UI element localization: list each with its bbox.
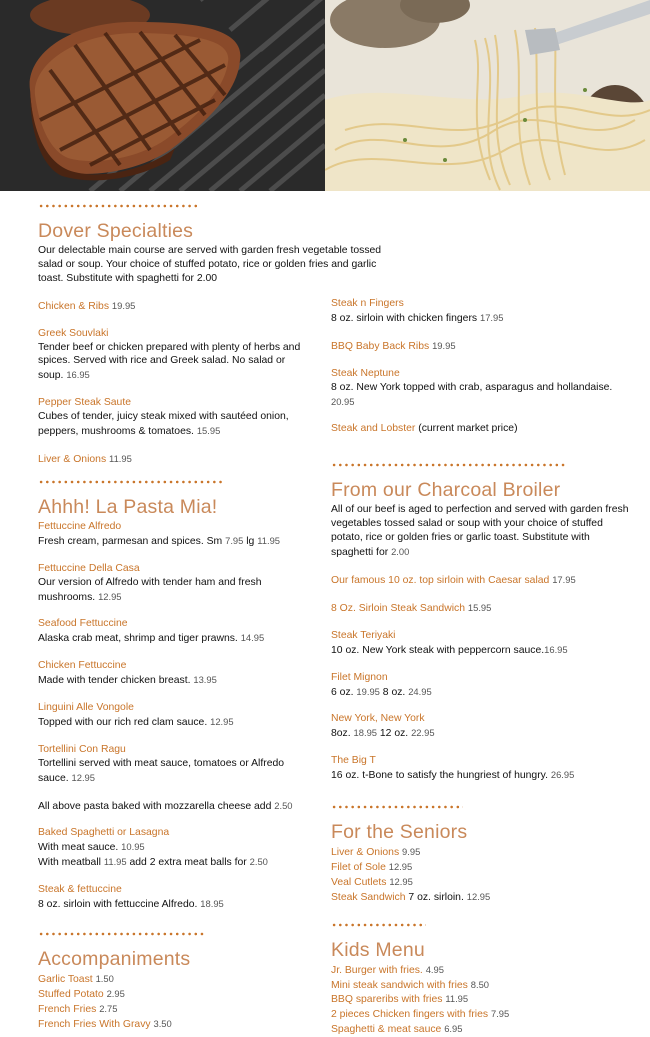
dotted-divider	[38, 932, 206, 936]
menu-item: Steak Teriyaki 10 oz. New York steak with peppercorn sauce.16.95	[331, 629, 568, 656]
menu-item: Seafood Fettuccine Alaska crab meat, shrimp and tiger prawns. 14.95	[38, 618, 265, 645]
menu-item: Liver & Onions 9.95	[331, 846, 421, 859]
menu-item: Pepper Steak Saute Cubes of tender, juicy steak mixed with sautéed onion, peppers, mushrooms & tomatoes. 15.95	[38, 397, 289, 438]
menu-item: Jr. Burger with fries. 4.95	[331, 963, 444, 976]
menu-item: Veal Cutlets 12.95	[331, 875, 413, 888]
seniors-title: For the Seniors	[331, 821, 468, 844]
pasta-title: Ahhh! La Pasta Mia!	[38, 495, 218, 518]
menu-item: Chicken Fettuccine Made with tender chicken breast. 13.95	[38, 660, 217, 687]
dotted-divider	[38, 204, 198, 208]
menu-item: Steak n Fingers 8 oz. sirloin with chicken fingers 17.95	[331, 298, 504, 324]
menu-item: Spaghetti & meat sauce 6.95	[331, 1023, 463, 1036]
menu-item: Steak and Lobster (current market price)	[331, 423, 518, 435]
menu-item: The Big T 16 oz. t-Bone to satisfy the hungriest of hungry. 26.95	[331, 755, 575, 782]
right-column	[331, 290, 631, 1037]
menu-item: Greek Souvlaki Tender beef or chicken prepared with plenty of herbs and spices. Served with rice and Greek salad. No salad or soup. 16.95	[38, 327, 301, 382]
steak-photo	[0, 0, 325, 191]
menu-item: Fettuccine Alfredo Fresh cream, parmesan and spices. Sm 7.95 lg 11.95	[38, 520, 280, 547]
menu-item: Filet of Sole 12.95	[331, 860, 413, 873]
broiler-intro: All of our beef is aged to perfection and served with garden fresh vegetables tossed salad or soup with your choice of stuffed potato, rice or golden fries or garlic toast. Substitute with spaghetti for 2.00	[331, 504, 629, 559]
menu-item: Our famous 10 oz. top sirloin with Caesar salad 17.95	[331, 573, 576, 586]
menu-item: French Fries With Gravy 3.50	[38, 1017, 172, 1030]
pasta-note: All above pasta baked with mozzarella cheese add 2.50	[38, 799, 293, 812]
dover-title: Dover Specialties	[38, 220, 194, 242]
dotted-divider	[38, 480, 223, 484]
menu-item: Baked Spaghetti or Lasagna With meat sauce. 10.95 With meatball 11.95 add 2 extra meat balls for 2.50	[38, 827, 268, 869]
menu-item: BBQ spareribs with fries 11.95	[331, 993, 469, 1006]
menu-item: Stuffed Potato 2.95	[38, 987, 125, 1000]
accompaniments-title: Accompaniments	[38, 948, 191, 970]
menu-item: Steak Neptune 8 oz. New York topped with crab, asparagus and hollandaise. 20.95	[331, 367, 613, 407]
menu-item: Fettuccine Della Casa Our version of Alfredo with tender ham and fresh mushrooms. 12.95	[38, 562, 262, 603]
dover-intro: Our delectable main course are served with garden fresh vegetable tossed salad or soup. Your choice of stuffed potato, rice or golden fries and garlic toast. Substitute with spaghetti for 2.00	[38, 245, 382, 284]
menu-item: Steak & fettuccine 8 oz. sirloin with fettuccine Alfredo. 18.95	[38, 884, 224, 911]
menu-item: Garlic Toast 1.50	[38, 973, 114, 985]
menu-item: 2 pieces Chicken fingers with fries 7.95	[331, 1008, 510, 1021]
menu-item: Liver & Onions 11.95	[38, 452, 132, 465]
broiler-title: From our Charcoal Broiler	[331, 479, 561, 502]
menu-item: Steak Sandwich 7 oz. sirloin. 12.95	[331, 890, 491, 903]
dotted-divider	[331, 923, 426, 927]
menu-item: New York, New York 8oz. 18.95 12 oz. 22.95	[331, 713, 435, 740]
menu-item: Linguini Alle Vongole Topped with our rich red clam sauce. 12.95	[38, 702, 234, 728]
dotted-divider	[331, 463, 566, 467]
menu-item: Mini steak sandwich with fries 8.50	[331, 978, 489, 991]
menu-item: Filet Mignon 6 oz. 19.95 8 oz. 24.95	[331, 671, 432, 698]
menu-item: 8 Oz. Sirloin Steak Sandwich 15.95	[331, 601, 492, 614]
pasta-photo	[325, 0, 650, 191]
menu-item: Chicken & Ribs 19.95	[38, 299, 136, 312]
kids-title: Kids Menu	[331, 938, 425, 961]
menu-item: BBQ Baby Back Ribs 19.95	[331, 339, 456, 352]
menu-item: French Fries 2.75	[38, 1002, 118, 1015]
dotted-divider	[331, 805, 463, 809]
menu-item: Tortellini Con Ragu Tortellini served with meat sauce, tomatoes or Alfredo sauce. 12.95	[38, 743, 285, 784]
